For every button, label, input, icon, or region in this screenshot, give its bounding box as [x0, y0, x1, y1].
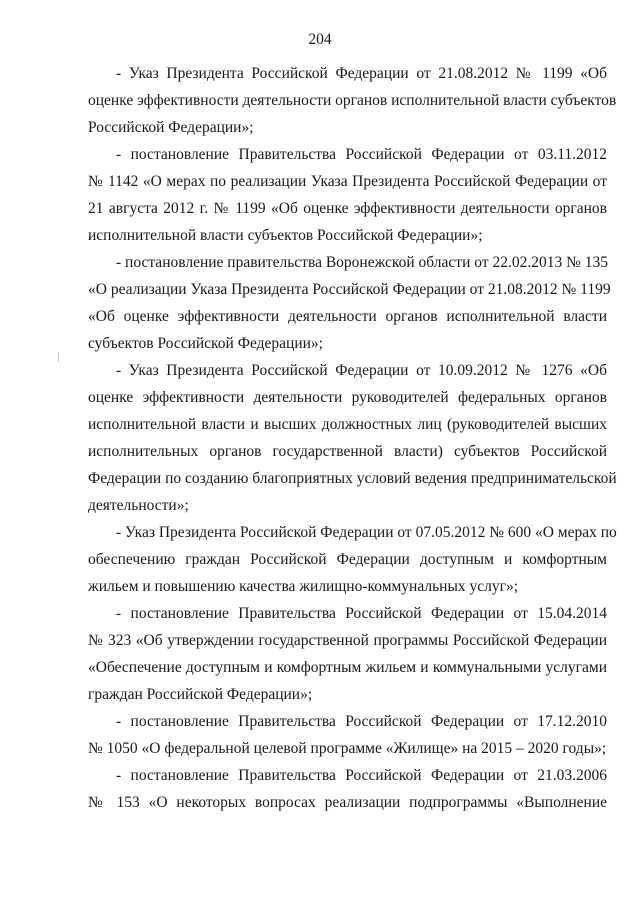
- text-line: № 1050 «О федеральной целевой программе «Жилище» на 2015 – 2020 годы»;: [88, 740, 607, 757]
- text-line: «Обеспечение доступным и комфортным жильем и коммунальными услугами: [88, 659, 607, 676]
- document-body: [88, 60, 617, 816]
- text-line: «Об оценке эффективности деятельности органов исполнительной власти: [88, 308, 607, 325]
- text-line: - постановление Правительства Российской Федерации от 17.12.2010: [116, 713, 607, 730]
- text-line: граждан Российской Федерации»;: [88, 686, 313, 703]
- text-line: 21 августа 2012 г. № 1199 «Об оценке эффективности деятельности органов: [88, 200, 607, 217]
- paragraph-ukaz-1276: [88, 357, 617, 519]
- text-line: деятельности»;: [88, 497, 189, 514]
- text-line: № 153 «О некоторых вопросах реализации подпрограммы «Выполнение: [88, 794, 607, 811]
- paragraph-postanovlenie-1050: [88, 708, 607, 762]
- paragraph-ukaz-1199: [88, 60, 617, 141]
- text-line: - постановление Правительства Российской Федерации от 15.04.2014: [116, 605, 607, 622]
- text-line: - постановление Правительства Российской Федерации от 21.03.2006: [116, 767, 607, 784]
- text-line: исполнительной власти и высших должностных лиц (руководителей высших: [88, 416, 607, 433]
- text-line: оценке эффективности деятельности руководителей федеральных органов: [88, 389, 607, 406]
- margin-mark: [58, 352, 59, 362]
- text-line: жильем и повышению качества жилищно-коммунальных услуг»;: [88, 578, 519, 595]
- text-line: - Указ Президента Российской Федерации от 21.08.2012 № 1199 «Об: [116, 65, 607, 82]
- text-line: оценке эффективности деятельности органов исполнительной власти субъектов: [88, 92, 617, 109]
- page-number: 204: [308, 31, 332, 48]
- text-line: субъектов Российской Федерации»;: [88, 335, 323, 352]
- text-line: «О реализации Указа Президента Российской Федерации от 21.08.2012 № 1199: [88, 281, 611, 298]
- paragraph-voronezh-135: [88, 249, 611, 357]
- paragraph-postanovlenie-1142: [88, 141, 607, 249]
- text-line: - постановление Правительства Российской Федерации от 03.11.2012: [116, 146, 607, 163]
- text-line: исполнительной власти субъектов Российской Федерации»;: [88, 227, 483, 244]
- text-line: Российской Федерации»;: [88, 119, 254, 136]
- paragraph-postanovlenie-153: [88, 762, 607, 816]
- paragraph-ukaz-600: [88, 519, 617, 600]
- text-line: № 1142 «О мерах по реализации Указа Президента Российской Федерации от: [88, 173, 607, 190]
- text-line: - Указ Президента Российской Федерации от 07.05.2012 № 600 «О мерах по: [116, 524, 617, 541]
- text-line: Федерации по созданию благоприятных условий ведения предпринимательской: [88, 470, 617, 487]
- text-line: исполнительных органов государственной власти) субъектов Российской: [88, 443, 607, 460]
- text-line: - постановление правительства Воронежской области от 22.02.2013 № 135: [116, 254, 608, 271]
- paragraph-postanovlenie-323: [88, 600, 607, 708]
- text-line: обеспечению граждан Российской Федерации доступным и комфортным: [88, 551, 607, 568]
- text-line: - Указ Президента Российской Федерации от 10.09.2012 № 1276 «Об: [116, 362, 607, 379]
- text-line: № 323 «Об утверждении государственной программы Российской Федерации: [88, 632, 607, 649]
